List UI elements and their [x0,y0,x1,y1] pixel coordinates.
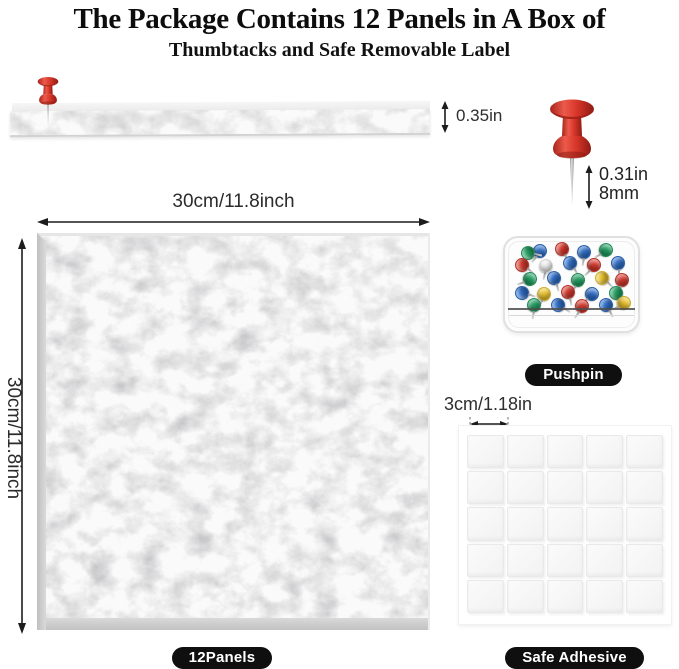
panel-left-bevel [37,233,46,630]
sub-title: Thumbtacks and Safe Removable Label [168,39,511,61]
adhesive-square [507,580,544,613]
mini-pushpin-needle [584,269,591,276]
pin-length-arrow [583,165,595,209]
pushpin-box-seam-light [509,315,634,316]
safe-adhesive-badge: Safe Adhesive [505,647,644,669]
adhesive-square [586,471,623,504]
adhesive-square [467,580,504,613]
mini-pushpin-needle [608,310,613,318]
adhesive-square [507,471,544,504]
adhesive-square [467,544,504,577]
panel-height-arrow [16,238,28,634]
panel-top-edge [37,233,430,236]
adhesive-square [547,507,584,540]
pin-length-mm: 8mm [599,183,639,203]
adhesive-square [547,435,584,468]
adhesive-square [507,544,544,577]
pushpin-on-panel-icon [33,76,63,132]
pushpin-box [503,236,640,333]
panel-front-face [10,109,430,137]
mini-pushpin-icon [545,269,562,286]
thickness-arrow [439,101,451,133]
panel-height-label: 30cm/11.8inch [3,376,24,500]
panel-width-arrow [37,216,430,228]
adhesive-square [586,580,623,613]
adhesive-square [547,471,584,504]
pin-length-label [599,165,648,203]
mini-pushpin-needle [581,258,584,266]
adhesive-square [547,544,584,577]
adhesive-square [467,507,504,540]
panel-side-view [10,101,430,137]
panel-right-edge [428,233,430,630]
adhesive-square [626,580,663,613]
mini-pushpin-needle [542,272,546,280]
mini-pushpin-needle [517,281,525,286]
adhesive-square [626,544,663,577]
pin-length-inches: 0.31in [599,164,649,184]
adhesive-square [547,580,584,613]
adhesive-size-label: 3cm/1.18in [444,394,533,414]
mini-pushpin-needle [569,298,572,306]
adhesive-square [507,507,544,540]
adhesive-sheet [458,425,672,625]
adhesive-square [626,435,663,468]
adhesive-square [467,435,504,468]
adhesive-square [586,507,623,540]
adhesive-square [467,471,504,504]
panel-bottom-bevel [37,618,430,630]
adhesive-square [626,507,663,540]
adhesive-square [626,471,663,504]
pushpin-badge: Pushpin [525,364,622,386]
main-title: The Package Contains 12 Panels in A Box of [73,3,606,35]
felt-texture [10,109,430,135]
pushpin-box-seam [508,308,635,310]
adhesive-square [586,435,623,468]
adhesive-square [507,435,544,468]
acoustic-panel [37,233,430,630]
thickness-label: 0.35in [456,106,503,125]
mini-pushpin-needle [555,283,559,291]
felt-texture [37,233,430,630]
mini-pushpin-icon [611,256,625,270]
adhesive-square [586,544,623,577]
panels-count-badge: 12Panels [172,647,272,669]
panel-width-label: 30cm/11.8inch [172,191,295,212]
adhesive-grid [467,435,663,613]
